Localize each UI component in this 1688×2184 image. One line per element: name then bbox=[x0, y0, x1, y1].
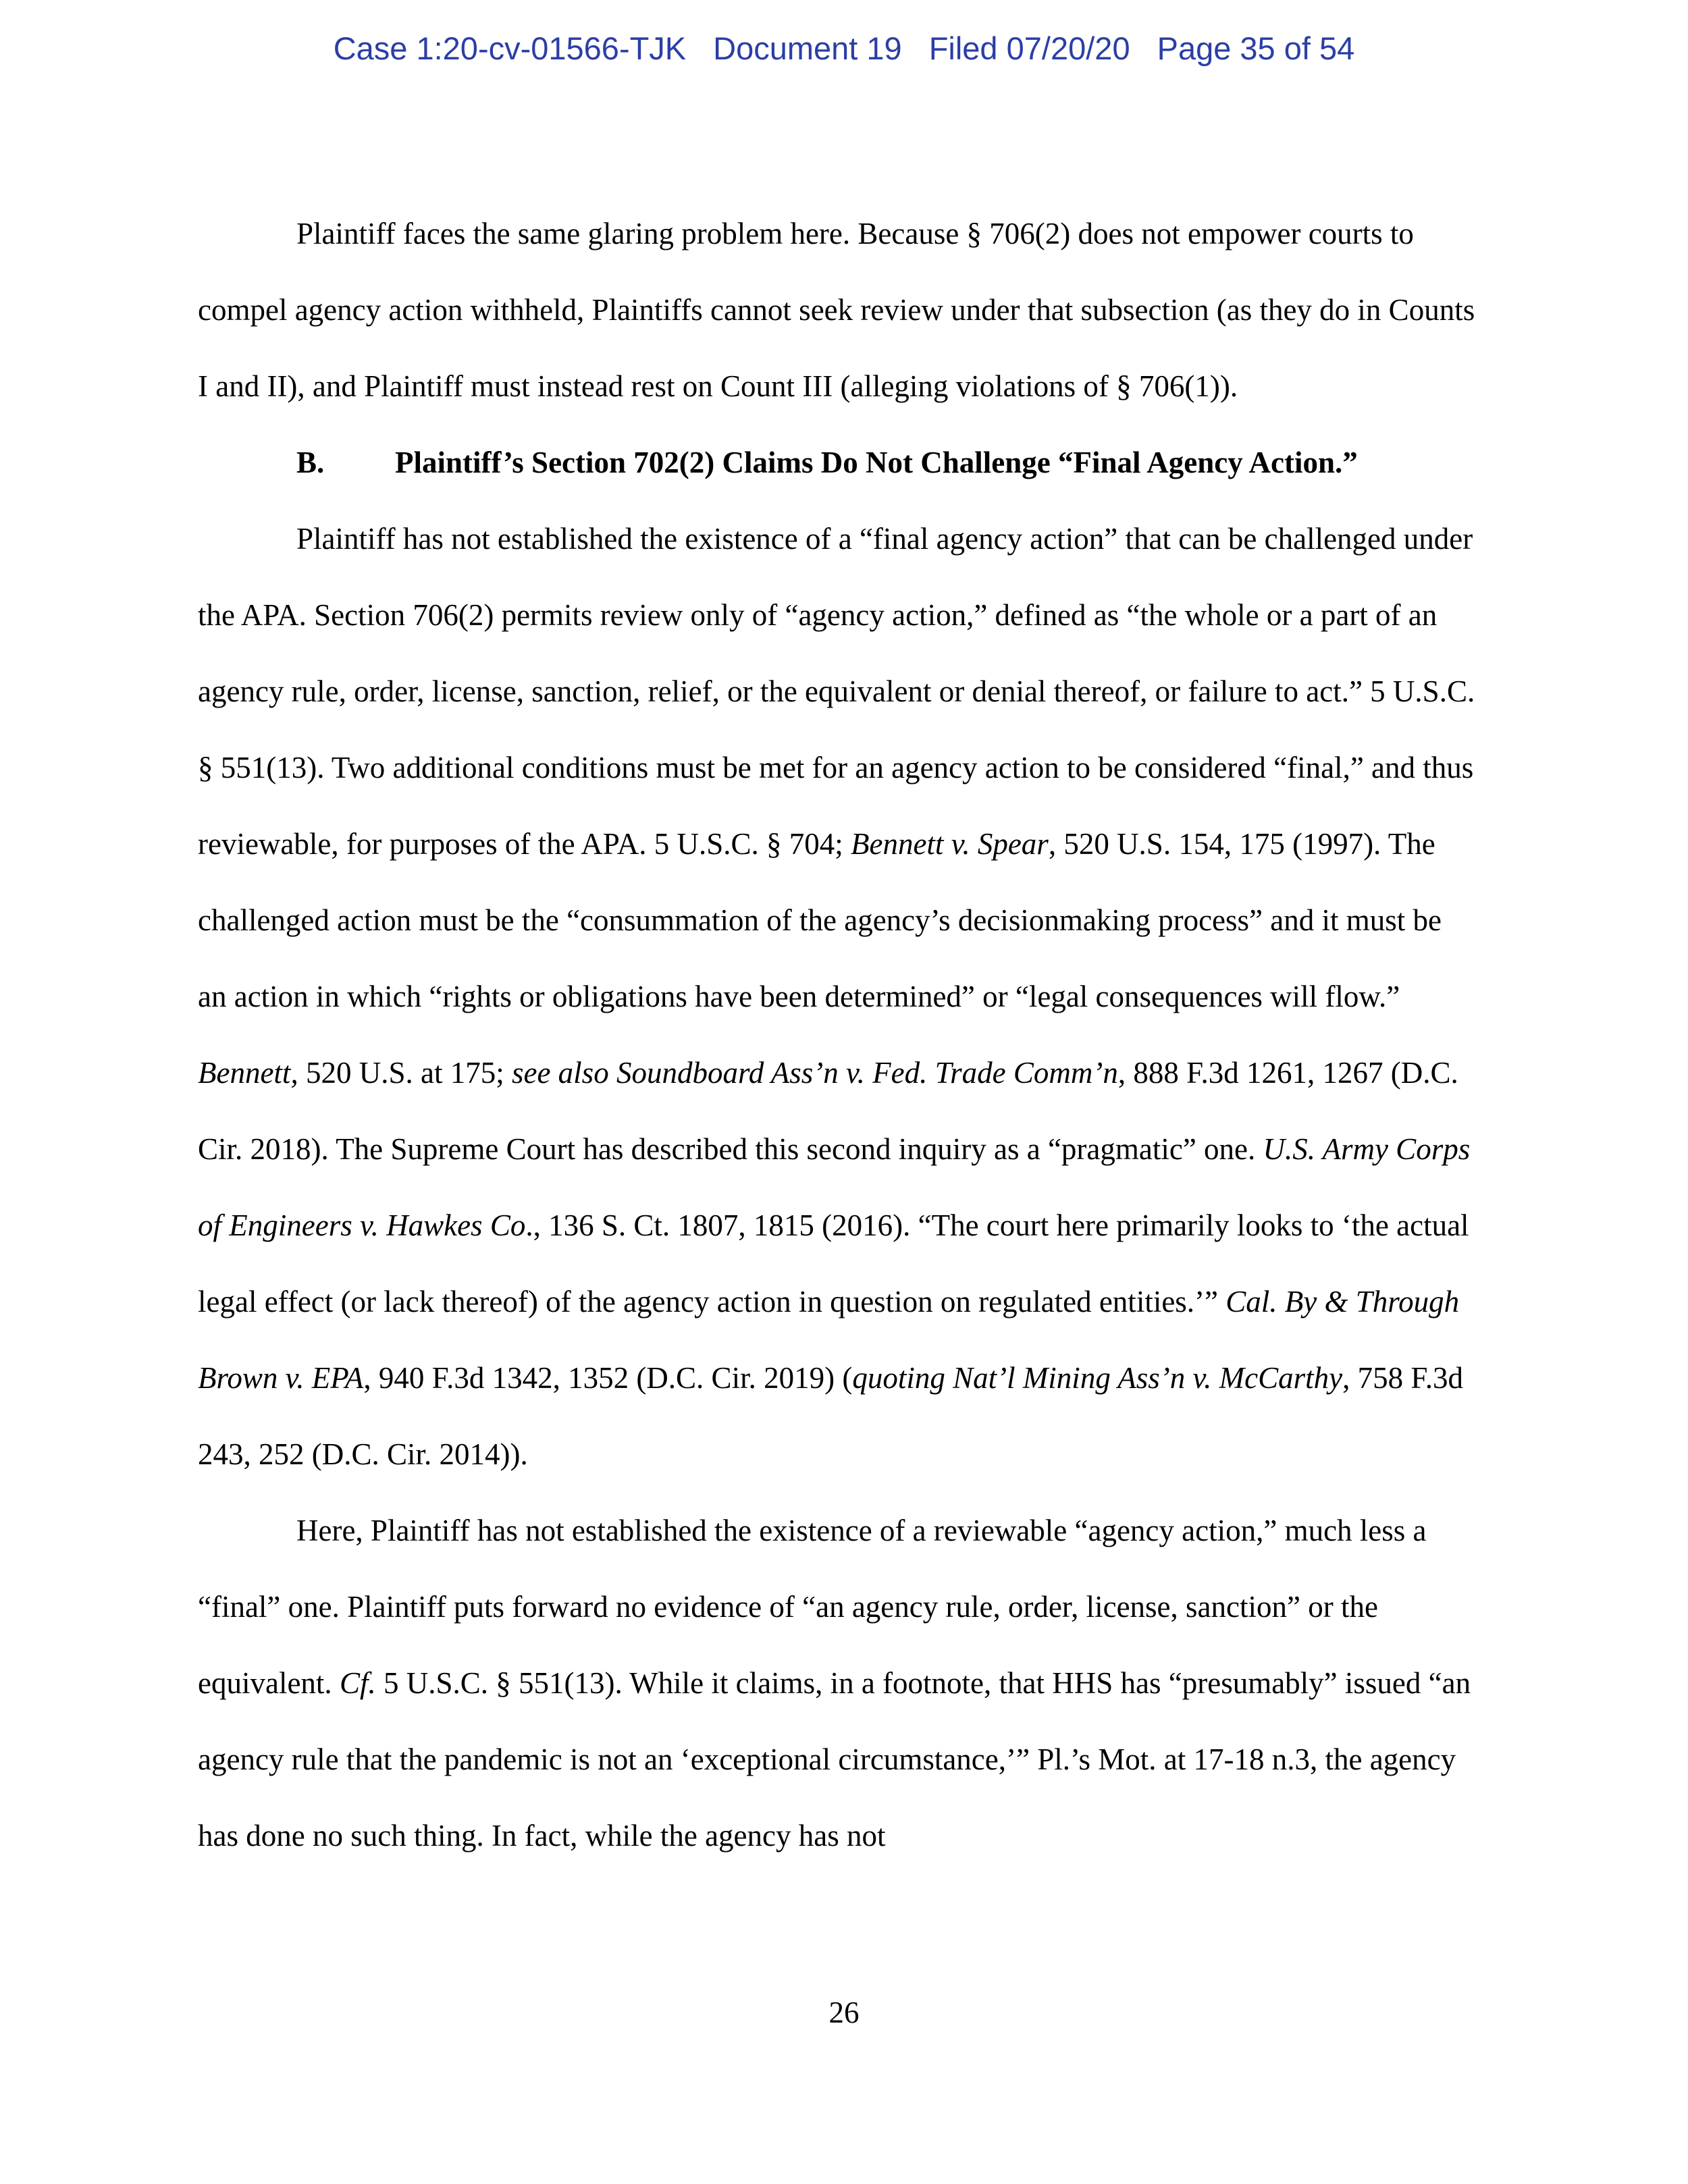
case-number: Case 1:20-cv-01566-TJK bbox=[333, 30, 687, 66]
text-run: , 520 U.S. 154, 175 (1997). The challenged action must be the “consummation of the agency’s decisionmaking process” and it must be an action in which “rights or obligations have been determined” or “legal consequences will flow.” bbox=[198, 827, 1442, 1013]
text-run: , 888 F.3d 1261, 1267 (D.C. Cir. 2018). The Supreme Court has described this second inquiry as a “pragmatic” one. bbox=[198, 1056, 1458, 1166]
paragraph-2 bbox=[198, 501, 1477, 1493]
text-run: ., 136 S. Ct. 1807, 1815 (2016). “The court here primarily looks to ‘the actual legal effect (or lack thereof) of the agency action in question on regulated entities.’” bbox=[198, 1208, 1469, 1319]
section-heading-text: Plaintiff’s Section 702(2) Claims Do Not Challenge “Final Agency Action.” bbox=[395, 446, 1358, 479]
text-run: , 758 F.3d 243, 252 (D.C. Cir. 2014)). bbox=[198, 1361, 1464, 1471]
paragraph-3 bbox=[198, 1493, 1477, 1874]
case-citation: Cal. By & Through Brown v. EPA bbox=[198, 1285, 1460, 1395]
text-run: 520 U.S. at 175; bbox=[298, 1056, 512, 1090]
signal-citation: Cf. bbox=[339, 1666, 376, 1700]
case-citation: see also Soundboard Ass’n v. Fed. Trade Comm’n bbox=[511, 1056, 1118, 1090]
document-number: Document 19 bbox=[713, 30, 902, 66]
text-run: , 940 F.3d 1342, 1352 (D.C. Cir. 2019) ( bbox=[363, 1361, 853, 1395]
page-counter: Page 35 of 54 bbox=[1157, 30, 1355, 66]
text-run: Here, Plaintiff has not established the existence of a reviewable “agency action,” much less a “final” one. Plaintiff puts forward no evidence of “an agency rule, order, license, sanction” or the equivalent. bbox=[198, 1514, 1427, 1700]
section-letter: B. bbox=[296, 446, 325, 479]
case-citation: U.S. Army Corps of Engineers v. Hawkes Co bbox=[198, 1132, 1471, 1242]
case-citation: quoting Nat’l Mining Ass’n v. McCarthy bbox=[852, 1361, 1343, 1395]
filed-date: Filed 07/20/20 bbox=[928, 30, 1130, 66]
paragraph-1: Plaintiff faces the same glaring problem here. Because § 706(2) does not empower courts to compel agency action withheld, Plaintiffs cannot seek review under that subsection (as they do in Counts I and II), and Plaintiff must instead rest on Count III (alleging violations of § 706(1)). bbox=[198, 217, 1475, 403]
case-citation: Bennett, bbox=[198, 1056, 298, 1090]
section-heading bbox=[198, 425, 1477, 501]
ecf-header bbox=[0, 30, 1688, 67]
case-citation: Bennett v. Spear bbox=[851, 827, 1049, 861]
page-number: 26 bbox=[828, 1996, 860, 2029]
document-body bbox=[198, 196, 1477, 1874]
text-run: 5 U.S.C. § 551(13). While it claims, in a footnote, that HHS has “presumably” issued “an agency rule that the pandemic is not an ‘exceptional circumstance,’” Pl.’s Mot. at 17-18 n.3, the agency has done no such thing. In fact, while the agency has not bbox=[198, 1666, 1471, 1853]
text-run: Plaintiff has not established the existence of a “final agency action” that can be challenged under the APA. Section 706(2) permits review only of “agency action,” defined as “the whole or a part of an agency rule, order, license, sanction, relief, or the equivalent or denial thereof, or failure to act.” 5 U.S.C. § 551(13). Two additional conditions must be met for an agency action to be considered “final,” and thus reviewable, for purposes of the APA. 5 U.S.C. § 704; bbox=[198, 522, 1475, 861]
